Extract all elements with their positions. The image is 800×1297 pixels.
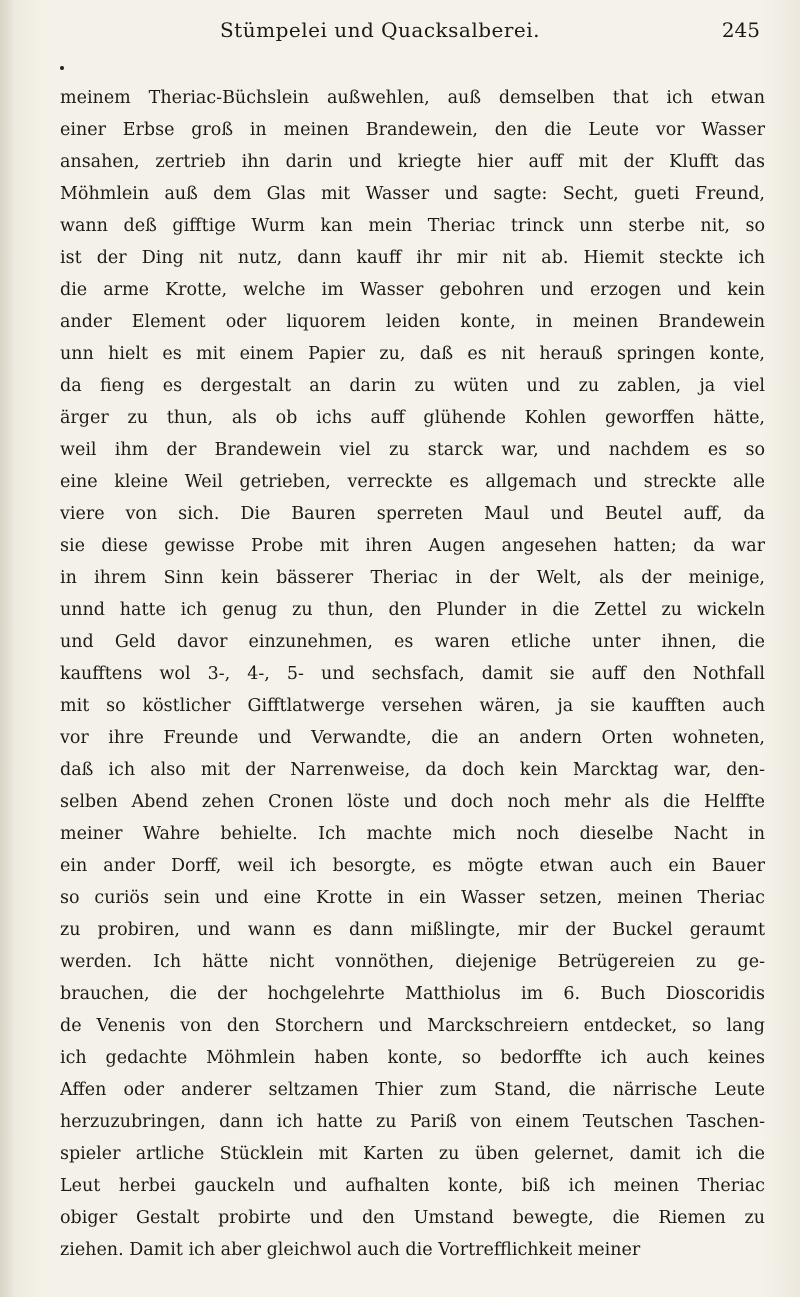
text-line: kaufftens wol 3-, 4-, 5- und sechsfach, damit sie auff den Nothfall (60, 664, 765, 684)
page-header (60, 16, 760, 56)
text-line: und Geld davor einzunehmen, es waren etliche unter ihnen, die (60, 632, 765, 652)
page-gutter-shadow (0, 0, 14, 1297)
text-line: mit so köstlicher Gifftlatwerge versehen wären, ja sie kaufften auch (60, 696, 765, 716)
text-line: unn hielt es mit einem Papier zu, daß es nit herauß springen konte, (60, 344, 765, 364)
text-line: unnd hatte ich genug zu thun, den Plunder in die Zettel zu wickeln (60, 600, 765, 620)
text-line: ansahen, zertrieb ihn darin und kriegte hier auff mit der Klufft das (60, 152, 765, 172)
text-line: einer Erbse groß in meinen Brandewein, den die Leute vor Wasser (60, 120, 765, 140)
text-line: spieler artliche Stücklein mit Karten zu üben gelernet, damit ich die (60, 1144, 765, 1164)
text-line: zu probiren, und wann es dann mißlingte, mir der Buckel geraumt (60, 920, 765, 940)
text-line: obiger Gestalt probirte und den Umstand bewegte, die Riemen zu (60, 1208, 765, 1228)
text-line: vor ihre Freunde und Verwandte, die an andern Orten wohneten, (60, 728, 765, 748)
text-line: ander Element oder liquorem leiden konte, in meinen Brandewein (60, 312, 765, 332)
text-line: selben Abend zehen Cronen löste und doch noch mehr als die Helffte (60, 792, 765, 812)
page-number: 245 (721, 18, 760, 42)
text-line: viere von sich. Die Bauren sperreten Maul und Beutel auff, da (60, 504, 765, 524)
text-line: weil ihm der Brandewein viel zu starck war, und nachdem es so (60, 440, 765, 460)
text-line: ich gedachte Möhmlein haben konte, so bedorffte ich auch keines (60, 1048, 765, 1068)
text-line: da fieng es dergestalt an darin zu wüten und zu zablen, ja viel (60, 376, 765, 396)
text-line: werden. Ich hätte nicht vonnöthen, diejenige Betrügereien zu ge- (60, 952, 765, 972)
text-line: ist der Ding nit nutz, dann kauff ihr mir nit ab. Hiemit steckte ich (60, 248, 765, 268)
text-line: die arme Krotte, welche im Wasser gebohren und erzogen und kein (60, 280, 765, 300)
text-line: herzuzubringen, dann ich hatte zu Pariß von einem Teutschen Taschen- (60, 1112, 765, 1132)
running-head: Stümpelei und Quacksalberei. (219, 18, 541, 42)
text-line: ärger zu thun, als ob ichs auff glühende Kohlen geworffen hätte, (60, 408, 765, 428)
text-line: Affen oder anderer seltzamen Thier zum Stand, die närrische Leute (60, 1080, 765, 1100)
text-line: meinem Theriac-Büchslein außwehlen, auß demselben that ich etwan (60, 88, 765, 108)
text-line: in ihrem Sinn kein bässerer Theriac in der Welt, als der meinige, (60, 568, 765, 588)
text-line: daß ich also mit der Narrenweise, da doch kein Marcktag war, den- (60, 760, 765, 780)
text-line: meiner Wahre behielte. Ich machte mich noch dieselbe Nacht in (60, 824, 765, 844)
text-line: Möhmlein auß dem Glas mit Wasser und sagte: Secht, gueti Freund, (60, 184, 765, 204)
text-line: ein ander Dorff, weil ich besorgte, es mögte etwan auch ein Bauer (60, 856, 765, 876)
text-line: Leut herbei gauckeln und aufhalten konte, biß ich meinen Theriac (60, 1176, 765, 1196)
body-text (60, 82, 765, 1266)
text-line: so curiös sein und eine Krotte in ein Wasser setzen, meinen Theriac (60, 888, 765, 908)
text-line: eine kleine Weil getrieben, verreckte es allgemach und streckte alle (60, 472, 765, 492)
text-line: brauchen, die der hochgelehrte Matthiolus im 6. Buch Dioscoridis (60, 984, 765, 1004)
text-line: wann deß gifftige Wurm kan mein Theriac trinck unn sterbe nit, so (60, 216, 765, 236)
text-line: ziehen. Damit ich aber gleichwol auch die Vortrefflichkeit meiner (60, 1240, 641, 1260)
margin-mark (60, 66, 64, 70)
text-line: de Venenis von den Storchern und Marckschreiern entdecket, so lang (60, 1016, 765, 1036)
text-line: sie diese gewisse Probe mit ihren Augen angesehen hatten; da war (60, 536, 765, 556)
